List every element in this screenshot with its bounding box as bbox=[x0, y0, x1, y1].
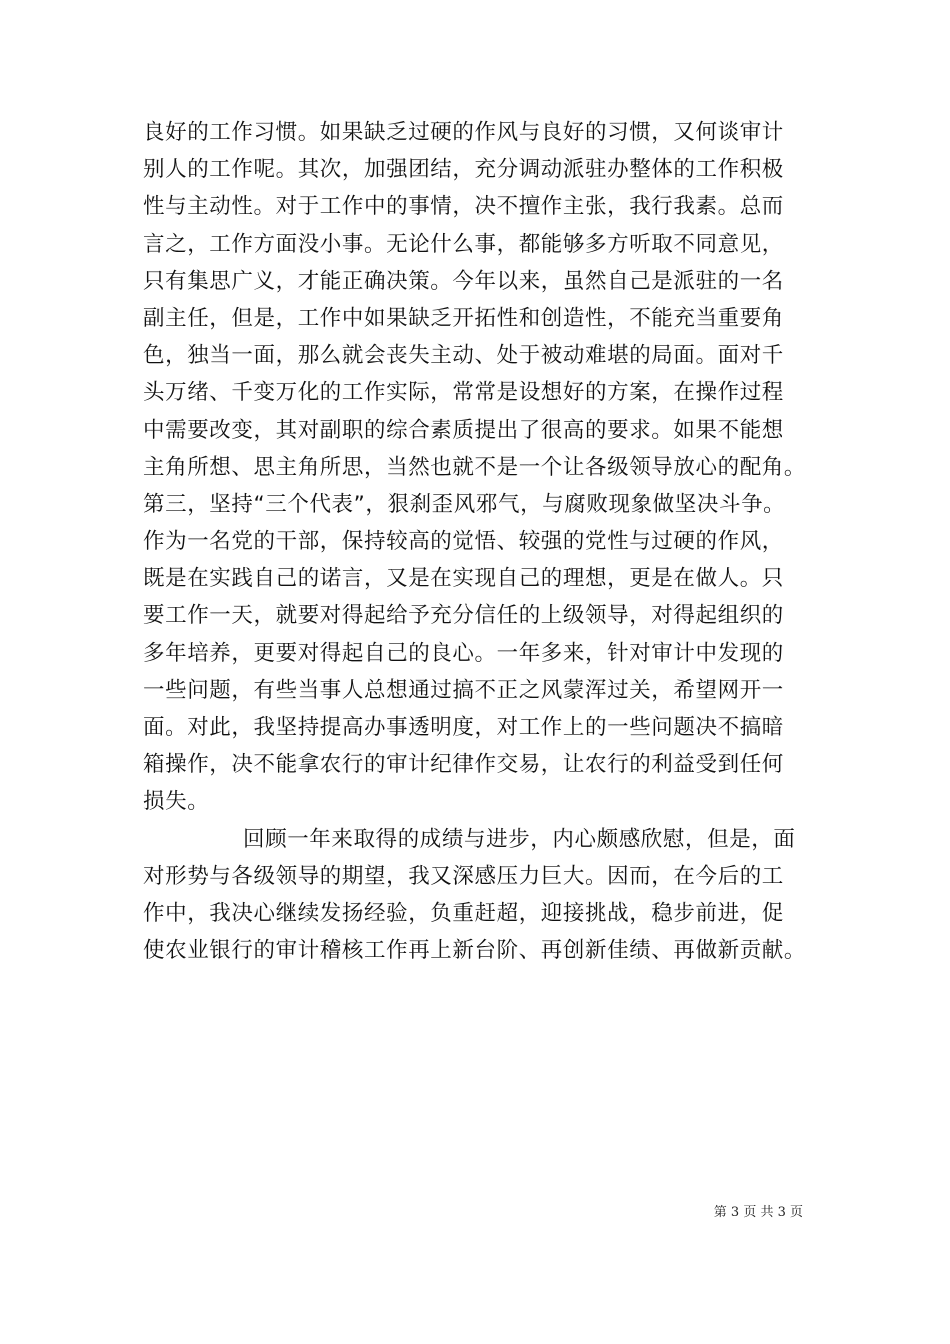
text-line: 使农业银行的审计稽核工作再上新台阶、再创新佳绩、再做新贡献。 bbox=[143, 938, 807, 964]
text-line: 既是在实践自己的诺言，又是在实现自己的理想，更是在做人。只 bbox=[143, 566, 784, 592]
page-number-footer: 第 3 页 共 3 页 bbox=[713, 1205, 803, 1220]
text-line: 别人的工作呢。其次，加强团结，充分调动派驻办整体的工作积极 bbox=[143, 157, 784, 183]
text-line: 箱操作，决不能拿农行的审计纪律作交易，让农行的利益受到任何 bbox=[143, 752, 784, 778]
text-line: 要工作一天，就要对得起给予充分信任的上级领导，对得起组织的 bbox=[143, 603, 784, 629]
text-line: 多年培养，更要对得起自己的良心。一年多来，针对审计中发现的 bbox=[143, 640, 784, 666]
text-line: 主角所想、思主角所思，当然也就不是一个让各级领导放心的配角。 bbox=[143, 454, 807, 480]
text-line: 中需要改变，其对副职的综合素质提出了很高的要求。如果不能想 bbox=[143, 417, 784, 443]
text-line: 副主任，但是，工作中如果缺乏开拓性和创造性，不能充当重要角 bbox=[143, 305, 784, 331]
text-line: 第三，坚持“三个代表”，狠刹歪风邪气，与腐败现象做坚决斗争。 bbox=[143, 491, 786, 517]
text-line: 损失。 bbox=[143, 789, 210, 815]
text-line: 作中，我决心继续发扬经验，负重赶超，迎接挑战，稳步前进，促 bbox=[143, 900, 784, 926]
paragraph-first-line: 回顾一年来取得的成绩与进步，内心颇感欣慰，但是，面 bbox=[243, 826, 796, 852]
text-line: 对形势与各级领导的期望，我又深感压力巨大。因而，在今后的工 bbox=[143, 863, 784, 889]
text-line: 言之，工作方面没小事。无论什么事，都能够多方听取不同意见， bbox=[143, 231, 784, 257]
body-text bbox=[143, 114, 813, 969]
text-line: 一些问题，有些当事人总想通过搞不正之风蒙浑过关，希望网开一 bbox=[143, 677, 784, 703]
text-line: 性与主动性。对于工作中的事情，决不擅作主张，我行我素。总而 bbox=[143, 194, 784, 220]
text-line: 只有集思广义，才能正确决策。今年以来，虽然自己是派驻的一名 bbox=[143, 268, 784, 294]
text-line: 作为一名党的干部，保持较高的觉悟、较强的党性与过硬的作风， bbox=[143, 529, 784, 555]
text-line: 良好的工作习惯。如果缺乏过硬的作风与良好的习惯，又何谈审计 bbox=[143, 120, 784, 145]
text-line: 头万绪、千变万化的工作实际，常常是设想好的方案，在操作过程 bbox=[143, 380, 784, 406]
text-line: 色，独当一面，那么就会丧失主动、处于被动难堪的局面。面对千 bbox=[143, 343, 784, 369]
text-line: 面。对此，我坚持提高办事透明度，对工作上的一些问题决不搞暗 bbox=[143, 715, 784, 740]
